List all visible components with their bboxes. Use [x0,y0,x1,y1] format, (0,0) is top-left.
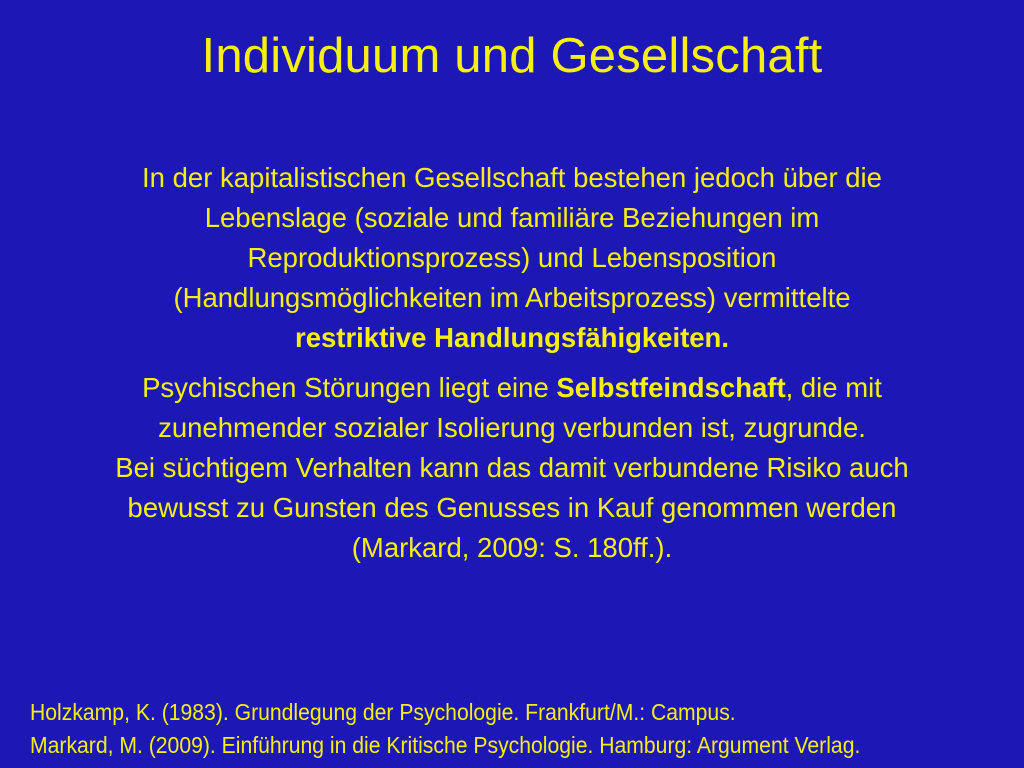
paragraph2-text: , die mit [785,372,882,403]
paragraph2-line: (Markard, 2009: S. 180ff.). [351,532,673,563]
reference-item: Markard, M. (2009). Einführung in die Kritische Psychologie. Hamburg: Argument Verlag. [30,732,861,758]
references [30,696,860,762]
paragraph1-emphasis: restriktive Handlungsfähigkeiten. [295,322,729,353]
paragraph2-line: zunehmender sozialer Isolierung verbunden ist, zugrunde. [158,412,866,443]
reference-item: Holzkamp, K. (1983). Grundlegung der Psychologie. Frankfurt/M.: Campus. [30,699,736,725]
paragraph1-line: (Handlungsmöglichkeiten im Arbeitsprozess) vermittelte [173,282,851,313]
slide-title: Individuum und Gesellschaft [201,29,823,83]
paragraph2-line: bewusst zu Gunsten des Genusses in Kauf genommen werden [127,492,897,523]
paragraph2-text: Psychischen Störungen liegt eine [142,372,557,403]
paragraph2-line-mixed [0,368,1024,408]
paragraph1-line: In der kapitalistischen Gesellschaft bestehen jedoch über die [142,162,882,193]
paragraph1-line: Reproduktionsprozess) und Lebensposition [247,242,777,273]
paragraph2-emphasis: Selbstfeindschaft [556,372,786,403]
paragraph-capitalist-society [0,158,1024,358]
paragraph2-line: Bei süchtigem Verhalten kann das damit verbundene Risiko auch [115,452,909,483]
paragraph-psychic-disorders [0,368,1024,568]
paragraph1-line: Lebenslage (soziale und familiäre Beziehungen im [204,202,820,233]
